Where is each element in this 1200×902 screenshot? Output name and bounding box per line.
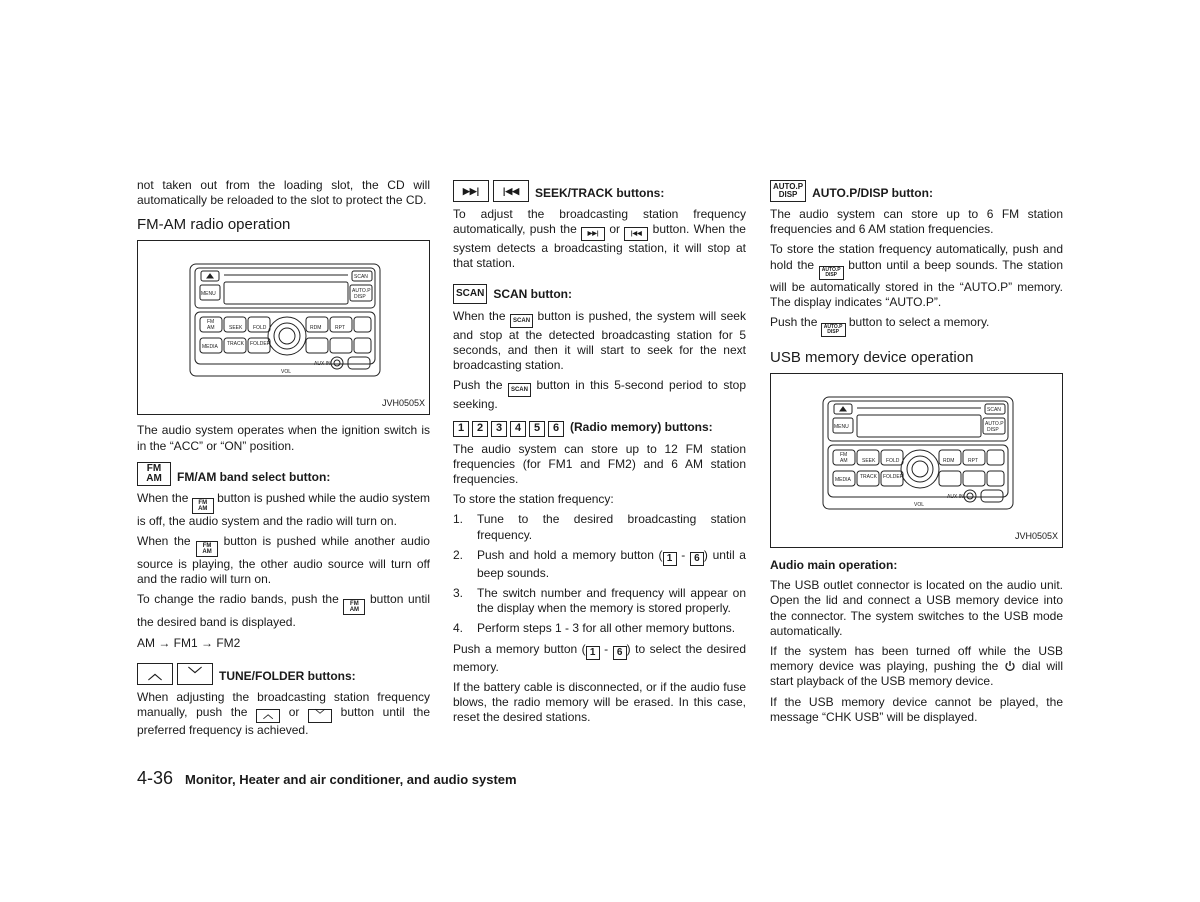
- svg-text:FOLD: FOLD: [253, 325, 267, 332]
- scan-button-icon: SCAN: [453, 284, 487, 304]
- svg-text:SCAN: SCAN: [987, 407, 1001, 414]
- svg-text:MENU: MENU: [834, 424, 849, 431]
- usb-section-heading: USB memory device operation: [770, 349, 974, 367]
- memory-button-6-icon: 6: [690, 552, 704, 566]
- memory-button-1-icon: 1: [663, 552, 677, 566]
- audio-unit-illustration: [138, 241, 429, 414]
- svg-text:FM: FM: [207, 319, 215, 326]
- memory-paragraph-4: If the battery cable is disconnected, or if the audio fuse blows, the radio memory will be erased. In this case, reset the desired stations.: [453, 679, 746, 725]
- fm-am-button-icon: FM AM: [137, 462, 171, 486]
- svg-text:MEDIA: MEDIA: [835, 477, 851, 484]
- memory-button-5-icon: 5: [529, 421, 545, 437]
- seek-forward-icon: ▶▶|: [453, 180, 489, 202]
- svg-text:DISP: DISP: [987, 427, 999, 434]
- seek-back-icon: |◀◀: [624, 227, 648, 241]
- seek-paragraph: To adjust the broadcasting station frequency automatically, push the ▶▶| or |◀◀ button. When the system detects a broadcasting station, it will stop at that station.: [453, 207, 746, 271]
- figure-code: JVH0505X: [381, 398, 425, 409]
- audio-unit-usb-figure: [770, 373, 1063, 548]
- page-number: 4-36: [137, 768, 174, 788]
- list-item: 1. Tune to the desired broadcasting station frequency.: [453, 512, 746, 542]
- auto-paragraph-2: To store the station frequency automatically, push and hold the AUTO.P DISP button until a beep sounds. The station will be automatically stored in the “AUTO.P” memory. The display indicates “AUTO.P”.: [770, 242, 1064, 309]
- power-icon: [1004, 660, 1016, 672]
- seek-forward-icon: ▶▶|: [581, 227, 605, 241]
- scan-paragraph-2: Push the SCAN button in this 5-second period to stop seeking.: [453, 378, 746, 412]
- svg-text:FOLDER: FOLDER: [883, 474, 904, 481]
- tune-paragraph: When adjusting the broadcasting station frequency manually, push the ︿ or ﹀ button until the preferred frequency is achieved.: [137, 689, 430, 738]
- svg-text:MENU: MENU: [201, 291, 216, 298]
- svg-text:RDM: RDM: [310, 325, 322, 332]
- svg-text:AUX IN: AUX IN: [947, 494, 964, 501]
- memory-paragraph-3: Push a memory button ( 1 - 6 ) to select the desired memory.: [453, 641, 747, 674]
- fm-am-inline-icon: FM AM: [192, 498, 214, 514]
- svg-text:AUTO.P: AUTO.P: [985, 421, 1004, 428]
- figure-code: JVH0505X: [1014, 530, 1058, 541]
- column-left: [137, 178, 430, 743]
- chevron-up-icon: ︿: [137, 663, 173, 685]
- svg-text:RDM: RDM: [943, 458, 955, 465]
- svg-text:FOLDER: FOLDER: [250, 341, 271, 348]
- memory-button-2-icon: 2: [472, 421, 488, 437]
- auto-p-disp-inline-icon: AUTO.P DISP: [819, 266, 844, 280]
- scan-heading: SCAN SCAN button:: [453, 284, 746, 304]
- fm-am-paragraph-2: When the FM AM button is pushed while another audio source is playing, the other audio source will turn off and the radio will turn on.: [137, 534, 430, 587]
- svg-text:AM: AM: [840, 458, 848, 465]
- svg-text:VOL: VOL: [914, 502, 925, 509]
- scan-inline-icon: SCAN: [508, 383, 531, 397]
- memory-button-1-icon: 1: [586, 646, 600, 660]
- memory-button-1-icon: 1: [453, 421, 469, 437]
- fm-am-inline-icon: FM AM: [196, 541, 218, 557]
- svg-text:AUX IN: AUX IN: [314, 361, 331, 368]
- fm-am-inline-icon: FM AM: [343, 599, 365, 615]
- svg-text:DISP: DISP: [354, 294, 366, 301]
- auto-p-disp-button-icon: AUTO.P DISP: [770, 180, 806, 202]
- radio-memory-heading: 1 2 3 4 5 6 (Radio memory) buttons:: [453, 420, 746, 436]
- svg-text:VOL: VOL: [281, 369, 292, 376]
- memory-button-6-icon: 6: [548, 421, 564, 437]
- svg-text:AUTO.P: AUTO.P: [352, 288, 371, 295]
- fm-am-paragraph-1: When the FM AM button is pushed while the audio system is off, the audio system and the radio will turn on.: [137, 490, 430, 528]
- svg-text:SCAN: SCAN: [354, 274, 368, 281]
- auto-p-disp-inline-icon: AUTO.P DISP: [821, 323, 846, 337]
- fm-am-section-heading: FM-AM radio operation: [137, 216, 291, 234]
- usb-paragraph-3: If the USB memory device cannot be played, the message “CHK USB” will be displayed.: [770, 694, 1063, 724]
- audio-main-heading: Audio main operation:: [770, 558, 898, 573]
- list-item: 2. Push and hold a memory button ( 1 - 6 ) until a beep sounds.: [453, 547, 746, 580]
- svg-text:AM: AM: [207, 325, 215, 332]
- footer-title: Monitor, Heater and air conditioner, and audio system: [185, 772, 517, 787]
- list-item: 3. The switch number and frequency will appear on the display when the memory is stored properly.: [453, 586, 746, 616]
- svg-text:TRACK: TRACK: [227, 341, 244, 348]
- audio-unit-illustration: [771, 374, 1062, 547]
- scan-paragraph-1: When the SCAN button is pushed, the system will seek and stop at the detected broadcasting station for 5 seconds, and then it will start to seek for the next broadcasting station.: [453, 308, 746, 373]
- auto-paragraph-3: Push the AUTO.P DISP button to select a memory.: [770, 315, 990, 336]
- audio-unit-figure: [137, 240, 430, 415]
- svg-text:SEEK: SEEK: [862, 458, 876, 465]
- intro-text: not taken out from the loading slot, the CD will automatically be reloaded to the slot to protect the CD.: [137, 178, 430, 208]
- memory-button-4-icon: 4: [510, 421, 526, 437]
- svg-text:FM: FM: [840, 452, 848, 459]
- band-sequence: AM → FM1 → FM2: [137, 635, 241, 650]
- memory-button-3-icon: 3: [491, 421, 507, 437]
- auto-p-disp-heading: AUTO.P DISP AUTO.P/DISP button:: [770, 180, 1063, 202]
- column-middle: [453, 178, 746, 730]
- svg-text:MEDIA: MEDIA: [202, 344, 218, 351]
- usb-paragraph-1: The USB outlet connector is located on the audio unit. Open the lid and connect a USB memory device into the connector. The system switches to the USB mode automatically.: [770, 578, 1063, 638]
- svg-text:SEEK: SEEK: [229, 325, 243, 332]
- column-right: [770, 178, 1063, 730]
- svg-text:TRACK: TRACK: [860, 474, 877, 481]
- list-item: 4. Perform steps 1 - 3 for all other memory buttons.: [453, 621, 736, 636]
- page-footer: [137, 768, 517, 789]
- scan-inline-icon: SCAN: [510, 314, 533, 328]
- ignition-text: The audio system operates when the ignition switch is in the “ACC” or “ON” position.: [137, 423, 430, 453]
- memory-paragraph-1: The audio system can store up to 12 FM station frequencies (for FM1 and FM2) and 6 AM station frequencies.: [453, 441, 746, 487]
- fm-am-button-heading: FM AM FM/AM band select button:: [137, 462, 430, 486]
- memory-paragraph-2: To store the station frequency:: [453, 492, 614, 507]
- chevron-down-icon: ﹀: [177, 663, 213, 685]
- fm-am-paragraph-3: To change the radio bands, push the FM AM button until the desired band is displayed.: [137, 592, 430, 630]
- svg-text:RPT: RPT: [968, 458, 978, 465]
- svg-text:FOLD: FOLD: [886, 458, 900, 465]
- seek-track-heading: ▶▶| |◀◀ SEEK/TRACK buttons:: [453, 180, 746, 202]
- memory-button-6-icon: 6: [613, 646, 627, 660]
- chevron-down-icon: ﹀: [308, 709, 332, 723]
- svg-text:RPT: RPT: [335, 325, 345, 332]
- memory-steps: [453, 512, 746, 636]
- seek-back-icon: |◀◀: [493, 180, 529, 202]
- tune-folder-heading: ︿ ﹀ TUNE/FOLDER buttons:: [137, 663, 430, 685]
- chevron-up-icon: ︿: [256, 709, 280, 723]
- auto-paragraph-1: The audio system can store up to 6 FM station frequencies and 6 AM station frequencies.: [770, 207, 1063, 237]
- usb-paragraph-2: If the system has been turned off while the USB memory device was playing, pushing the dial will start playback of the USB memory device.: [770, 644, 1063, 689]
